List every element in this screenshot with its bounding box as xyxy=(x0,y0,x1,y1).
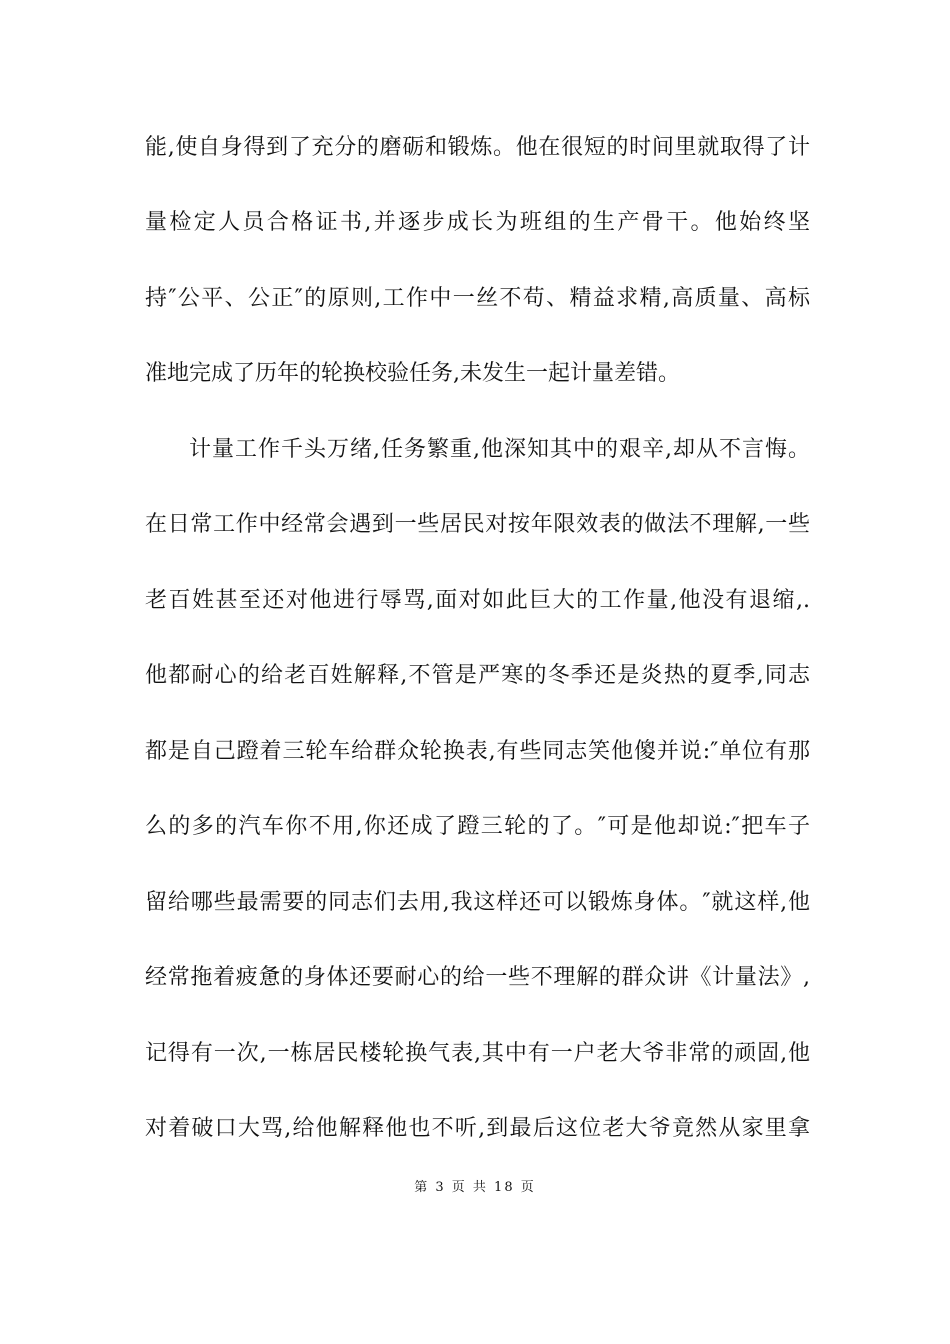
text-line-9: 都是自己蹬着三轮车给群众轮换表,有些同志笑他傻并说:″单位有那 xyxy=(145,739,810,764)
text-line-2: 量检定人员合格证书,并逐步成长为班组的生产骨干。他始终坚 xyxy=(145,210,810,235)
text-line-14: 对着破口大骂,给他解释他也不听,到最后这位老大爷竟然从家里拿 xyxy=(145,1116,810,1141)
text-line-1: 能,使自身得到了充分的磨砺和锻炼。他在很短的时间里就取得了计 xyxy=(145,135,810,160)
text-line-10: 么的多的汽车你不用,你还成了蹬三轮的了。″可是他却说:″把车子 xyxy=(145,814,810,839)
text-line-7: 老百姓甚至还对他进行辱骂,面对如此巨大的工作量,他没有退缩,. xyxy=(145,588,810,613)
text-line-12: 经常拖着疲惫的身体还要耐心的给一些不理解的群众讲《计量法》, xyxy=(145,965,810,990)
text-line-5: 计量工作千头万绪,任务繁重,他深知其中的艰辛,却从不言悔。 xyxy=(189,437,810,462)
text-line-6: 在日常工作中经常会遇到一些居民对按年限效表的做法不理解,一些 xyxy=(145,512,810,537)
text-line-11: 留给哪些最需要的同志们去用,我这样还可以锻炼身体。″就这样,他 xyxy=(145,890,810,915)
text-line-13: 记得有一次,一栋居民楼轮换气表,其中有一户老大爷非常的顽固,他 xyxy=(145,1041,810,1066)
text-line-8: 他都耐心的给老百姓解释,不管是严寒的冬季还是炎热的夏季,同志 xyxy=(145,663,810,688)
text-line-3: 持″公平、公正″的原则,工作中一丝不苟、精益求精,高质量、高标 xyxy=(145,286,810,311)
text-line-4: 准地完成了历年的轮换校验任务,未发生一起计量差错。 xyxy=(145,361,680,386)
page-number-footer: 第 3 页 共 18 页 xyxy=(414,1180,536,1195)
